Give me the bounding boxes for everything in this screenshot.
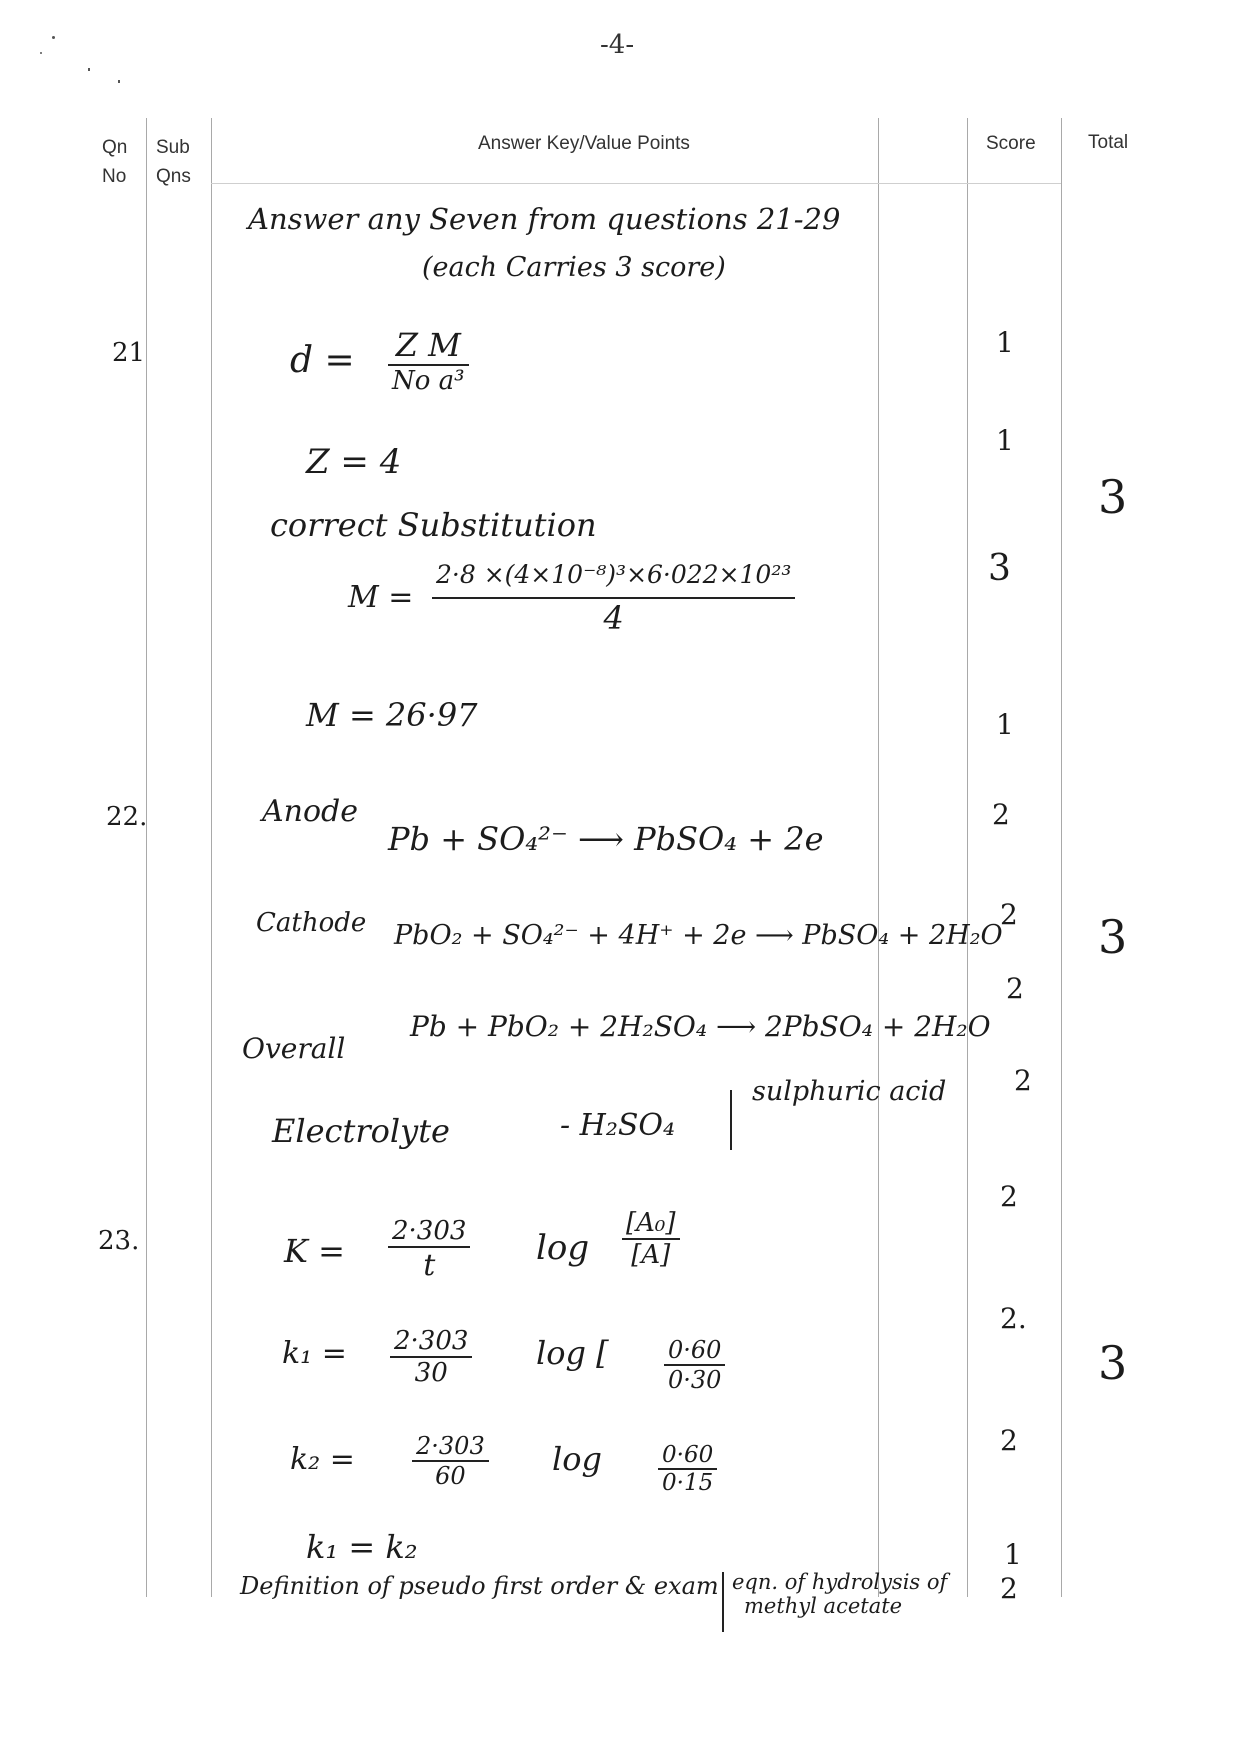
q23-k-log: log [536,1228,590,1268]
question-number-23: 23. [98,1226,140,1256]
header-qn-no: Qn No [102,137,128,187]
question-number-22: 22. [106,802,148,832]
col-divider-2 [211,118,212,1597]
q22-electrolyte-divider [730,1090,732,1150]
header-score: Score [986,133,1036,154]
q22-score-1: 2 [992,798,1010,831]
col-divider-4 [967,118,968,1597]
q21-m-lhs: M = [348,580,414,615]
q23-k-coefficient [388,1216,470,1283]
q21-m-numerator: 2·8 ×(4×10⁻⁸)³×6·022×10²³ [436,560,792,589]
q21-formula-numerator: Z M [395,326,461,364]
scan-mark [52,36,55,39]
page-number: -4- [600,30,635,60]
q21-score-2: 1 [996,424,1014,457]
q23-k-numerator: 2·303 [392,1216,467,1246]
q23-k2-ratio-denominator: 0·15 [662,1470,714,1496]
q23-k2-ratio-numerator: 0·60 [662,1442,714,1468]
q21-substitution: correct Substitution [270,506,597,544]
q22-electrolyte-label: Electrolyte [272,1112,450,1150]
q22-overall-label: Overall [242,1032,346,1065]
q22-score-3: 2 [1006,972,1024,1005]
q23-k1-ratio-numerator: 0·60 [668,1336,722,1364]
q23-total: 3 [1098,1336,1128,1390]
q23-k-concentration-ratio [622,1208,680,1270]
q23-definition: Definition of pseudo first order & exam [240,1572,719,1600]
header-rule [211,183,1061,184]
q23-definition-alt-1: eqn. of hydrolysis of [732,1570,948,1594]
q23-k1-numerator: 2·303 [394,1326,469,1356]
q21-formula-fraction [388,326,469,396]
q22-cathode-equation: PbO₂ + SO₄²⁻ + 4H⁺ + 2e ⟶ PbSO₄ + 2H₂O [394,920,1003,951]
q23-k1-concentration-ratio [664,1336,725,1394]
q23-k1-log: log [ [536,1334,609,1372]
q22-anode-label: Anode [262,794,359,829]
q21-score-4: 1 [996,708,1014,741]
q23-k2-lhs: k₂ = [290,1442,355,1477]
q22-score-4: 2 [1014,1064,1032,1097]
intro-line-2: (each Carries 3 score) [422,252,726,283]
question-number-21: 21 [112,338,146,368]
q21-m-fraction [432,560,795,637]
q22-total: 3 [1098,910,1128,964]
q22-cathode-label: Cathode [256,908,367,938]
q22-anode-equation: Pb + SO₄²⁻ ⟶ PbSO₄ + 2e [388,820,824,858]
q23-k2-coefficient [412,1432,489,1490]
q23-definition-alt-2: methyl acetate [744,1594,903,1618]
q22-overall-equation: Pb + PbO₂ + 2H₂SO₄ ⟶ 2PbSO₄ + 2H₂O [410,1010,991,1043]
col-divider-5 [1061,118,1062,1597]
q22-electrolyte-formula: - H₂SO₄ [560,1108,676,1143]
q22-electrolyte-name: sulphuric acid [752,1076,947,1107]
q23-k-ratio-numerator: [A₀] [626,1208,676,1238]
q21-formula-lhs: d = [290,340,355,381]
q23-k-lhs: K = [284,1232,345,1270]
q23-k-equal: k₁ = k₂ [306,1528,418,1566]
q23-k1-denominator: 30 [414,1358,448,1388]
q23-k2-numerator: 2·303 [416,1432,485,1460]
q23-k2-log: log [552,1440,602,1478]
q23-score-5: 2 [1000,1572,1018,1605]
q22-score-2: 2 [1000,898,1018,931]
q23-k1-coefficient [390,1326,472,1388]
q21-z-value: Z = 4 [306,442,402,482]
q23-definition-divider [722,1572,724,1632]
col-divider-3 [878,118,879,1597]
q23-k-denominator: t [423,1248,436,1283]
scan-mark [88,68,90,71]
q23-k-ratio-denominator: [A] [631,1240,671,1270]
q21-score-1: 1 [996,326,1014,359]
q23-k2-concentration-ratio [658,1442,717,1496]
header-sub-qns: Sub Qns [156,137,191,187]
header-answer-key: Answer Key/Value Points [478,133,690,154]
q21-total: 3 [1098,470,1128,524]
q21-score-3: 3 [988,548,1011,589]
header-total: Total [1088,132,1129,153]
q23-k2-denominator: 60 [435,1462,466,1490]
q23-score-4: 1 [1004,1538,1022,1571]
q23-score-1: 2 [1000,1180,1018,1213]
q23-score-3: 2 [1000,1424,1018,1457]
q23-k1-lhs: k₁ = [282,1336,347,1371]
q23-score-2: 2. [1000,1302,1027,1335]
scan-mark [118,80,120,83]
q21-formula-denominator: No a³ [392,366,465,396]
q21-m-result: M = 26·97 [306,696,478,734]
q23-k1-ratio-denominator: 0·30 [668,1366,722,1394]
scan-mark [40,52,42,54]
intro-line-1: Answer any Seven from questions 21-29 [248,202,841,236]
q21-m-denominator: 4 [603,599,624,637]
col-divider-1 [146,118,147,1597]
